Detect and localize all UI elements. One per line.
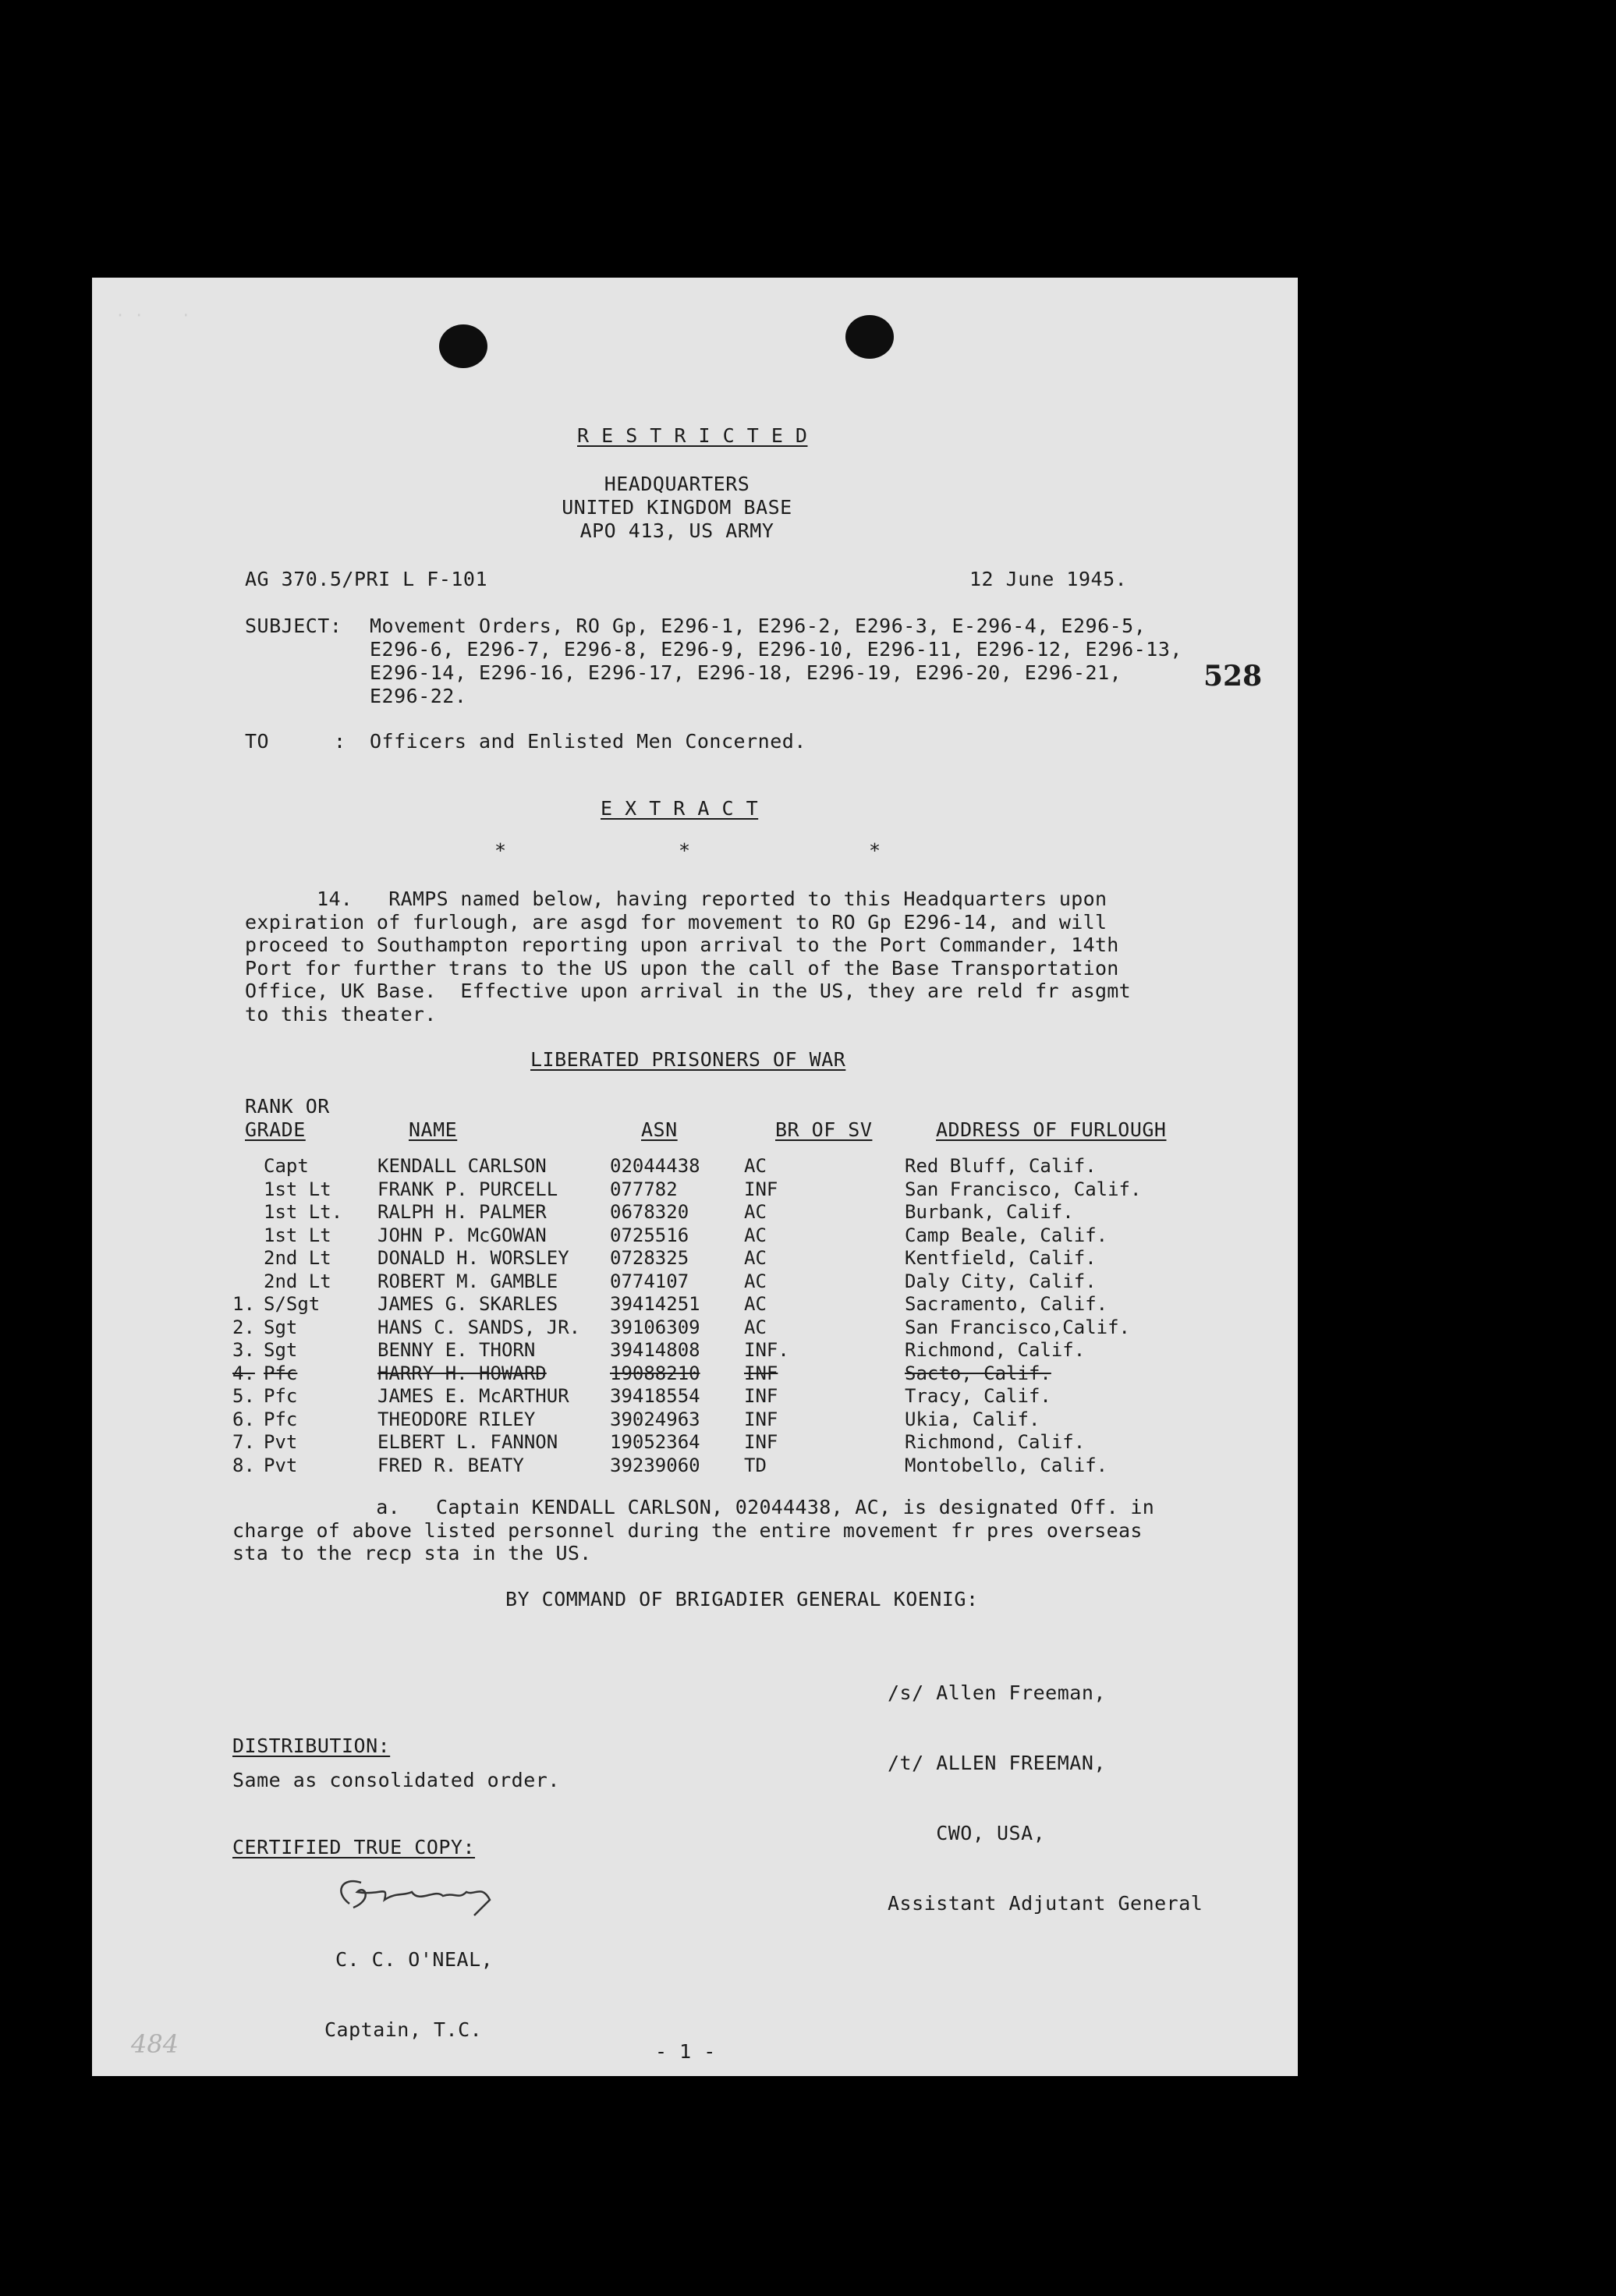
row-address: Richmond, Calif.	[905, 1339, 1086, 1361]
row-branch: AC	[744, 1155, 767, 1177]
signature-line-1: /s/ Allen Freeman,	[888, 1681, 1106, 1704]
row-name: THEODORE RILEY	[377, 1408, 536, 1430]
row-asn: 39414251	[610, 1293, 700, 1315]
paragraph-a: a. Captain KENDALL CARLSON, 02044438, AC, is designated Off. in charge of above listed personnel during the entire movement fr pres overseas sta to the recp sta in the US.	[232, 1496, 1155, 1564]
table-row	[232, 1454, 1154, 1478]
row-rank: Sgt	[264, 1316, 298, 1338]
row-name: ROBERT M. GAMBLE	[377, 1270, 558, 1292]
row-name: JOHN P. McGOWAN	[377, 1224, 547, 1246]
row-rank: 1st Lt	[264, 1178, 331, 1200]
row-address: Sacto, Calif.	[905, 1362, 1051, 1384]
row-address: Tracy, Calif.	[905, 1385, 1051, 1407]
row-index	[232, 1201, 264, 1224]
punch-hole-left	[439, 324, 487, 368]
reference-number: AG 370.5/PRI L F-101	[245, 568, 488, 590]
row-name: KENDALL CARLSON	[377, 1155, 547, 1177]
signature-line-3: CWO, USA,	[888, 1822, 1046, 1844]
col-header-asn: ASN	[641, 1118, 678, 1141]
page-number: - 1 -	[655, 2040, 716, 2063]
row-asn: 19052364	[610, 1431, 700, 1453]
row-index	[232, 1178, 264, 1202]
punch-hole-right	[845, 315, 894, 359]
subject-line-4: E296-22.	[370, 685, 467, 707]
document-page	[92, 278, 1298, 2076]
row-address: Kentfield, Calif.	[905, 1247, 1097, 1269]
row-branch: INF.	[744, 1339, 789, 1361]
row-rank: Pvt	[264, 1454, 298, 1476]
row-branch: AC	[744, 1247, 767, 1269]
row-address: Montobello, Calif.	[905, 1454, 1108, 1476]
row-rank: 1st Lt	[264, 1224, 331, 1246]
stamp-number: 528	[1203, 660, 1263, 693]
roster-body	[232, 1155, 1154, 1477]
col-header-rank: GRADE	[245, 1118, 306, 1141]
table-row	[232, 1362, 1154, 1386]
row-asn: 0678320	[610, 1201, 689, 1223]
row-rank: Capt	[264, 1155, 309, 1177]
separator-star-1: *	[494, 839, 507, 862]
subject-text	[370, 615, 1235, 708]
row-index	[232, 1155, 264, 1178]
subject-line-1: Movement Orders, RO Gp, E296-1, E296-2, E296-3, E-296-4, E296-5,	[370, 615, 1146, 637]
certified-label: CERTIFIED TRUE COPY:	[232, 1836, 476, 1858]
row-rank: 1st Lt.	[264, 1201, 343, 1223]
table-row	[232, 1224, 1154, 1248]
row-asn: 0728325	[610, 1247, 689, 1269]
hq-line-3: APO 413, US ARMY	[579, 519, 774, 542]
row-address: San Francisco,Calif.	[905, 1316, 1130, 1338]
row-index	[232, 1224, 264, 1248]
row-branch: AC	[744, 1224, 767, 1246]
row-rank: Sgt	[264, 1339, 298, 1361]
table-row	[232, 1155, 1154, 1178]
col-header-rank-top: RANK OR	[245, 1095, 330, 1118]
row-asn: 39418554	[610, 1385, 700, 1407]
hq-line-2: UNITED KINGDOM BASE	[562, 496, 792, 519]
hq-line-1: HEADQUARTERS	[604, 473, 750, 495]
row-index: 5.	[232, 1385, 255, 1407]
certifier-rank: Captain, T.C.	[324, 2018, 483, 2041]
row-asn: 39239060	[610, 1454, 700, 1476]
row-name: ELBERT L. FANNON	[377, 1431, 558, 1453]
row-address: Richmond, Calif.	[905, 1431, 1086, 1453]
row-branch: AC	[744, 1316, 767, 1338]
row-name: FRED R. BEATY	[377, 1454, 524, 1476]
row-branch: INF	[744, 1385, 778, 1407]
row-name: JAMES E. McARTHUR	[377, 1385, 569, 1407]
row-address: Ukia, Calif.	[905, 1408, 1040, 1430]
row-address: San Francisco, Calif.	[905, 1178, 1142, 1200]
separator-star-2: *	[679, 839, 691, 862]
row-index: 6.	[232, 1408, 255, 1430]
row-branch: AC	[744, 1293, 767, 1315]
table-row	[232, 1247, 1154, 1270]
row-branch: AC	[744, 1270, 767, 1292]
col-header-branch: BR OF SV	[775, 1118, 873, 1141]
row-asn: 19088210	[610, 1362, 700, 1384]
row-address: Daly City, Calif.	[905, 1270, 1097, 1292]
signature-block	[888, 1635, 1203, 1962]
row-asn: 39024963	[610, 1408, 700, 1430]
row-name: FRANK P. PURCELL	[377, 1178, 558, 1200]
distribution-label: DISTRIBUTION:	[232, 1734, 391, 1757]
row-asn: 0725516	[610, 1224, 689, 1246]
table-row	[232, 1316, 1154, 1340]
pencil-note: 484	[131, 2029, 179, 2059]
row-name: BENNY E. THORN	[377, 1339, 536, 1361]
row-asn: 0774107	[610, 1270, 689, 1292]
distribution-text: Same as consolidated order.	[232, 1769, 560, 1791]
subject-line-2: E296-6, E296-7, E296-8, E296-9, E296-10, E296-11, E296-12, E296-13,	[370, 638, 1182, 661]
table-row	[232, 1431, 1154, 1454]
row-index: 7.	[232, 1431, 255, 1453]
row-branch: INF	[744, 1178, 778, 1200]
row-rank: Pvt	[264, 1431, 298, 1453]
table-row	[232, 1408, 1154, 1432]
row-rank: Pfc	[264, 1385, 298, 1407]
row-address: Burbank, Calif.	[905, 1201, 1074, 1223]
speck-marks: · · ·	[115, 306, 191, 324]
row-index: 2.	[232, 1316, 255, 1338]
row-index: 3.	[232, 1339, 255, 1361]
row-rank: Pfc	[264, 1408, 298, 1430]
row-branch: TD	[744, 1454, 767, 1476]
row-branch: AC	[744, 1201, 767, 1223]
to-label: TO	[245, 730, 270, 753]
table-row	[232, 1270, 1154, 1294]
to-text: Officers and Enlisted Men Concerned.	[370, 730, 806, 753]
certifier-name: C. C. O'NEAL,	[335, 1948, 494, 1971]
row-branch: INF	[744, 1362, 778, 1384]
row-name: DONALD H. WORSLEY	[377, 1247, 569, 1269]
row-name: RALPH H. PALMER	[377, 1201, 547, 1223]
row-branch: INF	[744, 1408, 778, 1430]
section-title: LIBERATED PRISONERS OF WAR	[530, 1048, 846, 1071]
row-index: 4.	[232, 1362, 255, 1384]
document-date: 12 June 1945.	[969, 568, 1128, 590]
row-address: Red Bluff, Calif.	[905, 1155, 1097, 1177]
row-index	[232, 1247, 264, 1270]
row-rank: Pfc	[264, 1362, 298, 1384]
extract-title: E X T R A C T	[601, 797, 759, 820]
certifier-block	[324, 1901, 493, 2089]
subject-line-3: E296-14, E296-16, E296-17, E296-18, E296-19, E296-20, E296-21,	[370, 661, 1122, 684]
row-rank: 2nd Lt	[264, 1270, 331, 1292]
row-name: HARRY H. HOWARD	[377, 1362, 547, 1384]
subject-label: SUBJECT:	[245, 615, 342, 637]
row-rank: 2nd Lt	[264, 1247, 331, 1269]
table-row	[232, 1339, 1154, 1362]
row-index	[232, 1270, 264, 1294]
hq-block	[521, 473, 833, 543]
table-row	[232, 1178, 1154, 1202]
separator-star-3: *	[869, 839, 881, 862]
row-branch: INF	[744, 1431, 778, 1453]
row-name: HANS C. SANDS, JR.	[377, 1316, 581, 1338]
row-index: 1.	[232, 1293, 255, 1315]
row-name: JAMES G. SKARLES	[377, 1293, 558, 1315]
to-colon: :	[334, 730, 346, 753]
roster-table	[232, 1155, 1154, 1477]
col-header-address: ADDRESS OF FURLOUGH	[936, 1118, 1167, 1141]
by-command-line: BY COMMAND OF BRIGADIER GENERAL KOENIG:	[505, 1588, 979, 1610]
table-row	[232, 1293, 1154, 1316]
paragraph-14: 14. RAMPS named below, having reported to this Headquarters upon expiration of furlough, are asgd for movement to RO Gp E296-14, and will proceed to Southampton reporting upon arrival to the Port Commander, 14th Port for further trans to the US upon the call of the Base Transportation Office, UK Base. Effective upon arrival in the US, they are reld fr asgmt to this theater.	[245, 888, 1131, 1026]
classification-header: R E S T R I C T E D	[577, 424, 808, 447]
signature-line-4: Assistant Adjutant General	[888, 1892, 1203, 1915]
row-rank: S/Sgt	[264, 1293, 321, 1315]
row-index: 8.	[232, 1454, 255, 1476]
row-asn: 02044438	[610, 1155, 700, 1177]
row-address: Sacramento, Calif.	[905, 1293, 1108, 1315]
row-address: Camp Beale, Calif.	[905, 1224, 1108, 1246]
table-row	[232, 1385, 1154, 1408]
row-asn: 39106309	[610, 1316, 700, 1338]
row-asn: 077782	[610, 1178, 678, 1200]
signature-line-2: /t/ ALLEN FREEMAN,	[888, 1752, 1106, 1774]
table-row	[232, 1201, 1154, 1224]
col-header-name: NAME	[409, 1118, 458, 1141]
row-asn: 39414808	[610, 1339, 700, 1361]
